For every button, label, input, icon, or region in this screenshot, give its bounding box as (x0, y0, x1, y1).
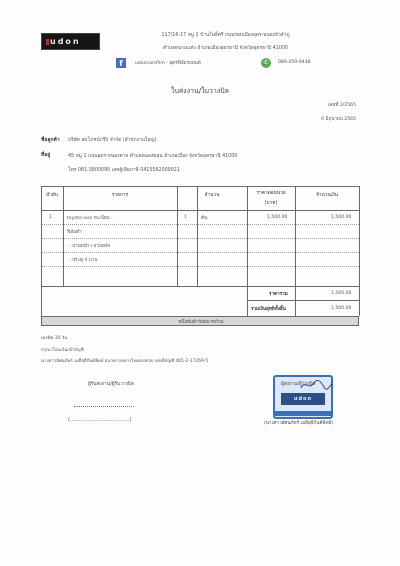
receiver-signature-line (74, 406, 134, 407)
items-table (41, 186, 359, 325)
row1-unit: คัน (201, 216, 208, 221)
receiver-signature-title: ผู้รับส่งงาน/ผู้รับวางบิล (88, 382, 134, 387)
bank-note: นางสาวอัศนภัทร์ เมธีสุธีกันต์พิทย์ ธนาคารทหารไทยธนชาต เลขที่บัญชี 465-2-17269-5 (41, 359, 209, 364)
amount-in-words: หนึ่งพันห้าร้อยบาทถ้วน (178, 320, 224, 325)
stamp-logo-text: udon (281, 393, 325, 405)
header-unit-price: ราคาต่อหน่วย (256, 191, 286, 196)
total-value: 1,500.00 (331, 306, 352, 311)
total-label: รวมเงินสุทธิทั้งสิ้น (251, 307, 286, 312)
row4-item: - ประตู 4 บาน (69, 258, 98, 263)
document-title: ใบส่งงาน/ใบวางบิล (171, 87, 229, 95)
company-address-line1: 117/16-17 หมู่ 2 บ้านโพธิ์ศรี ถนนรอบเมืองอุดร-หนองบัวลำภู (161, 33, 290, 38)
row1-no: 1 (49, 215, 52, 220)
credit-note: เครดิต 30 วัน (41, 336, 68, 341)
document-number: เลขที่ 2/2565 (327, 103, 356, 108)
company-address-line2: ตำบลหนามแท่ง อำเภอเมืองอุดรธานี จังหวัดอุดรธานี 41000 (163, 46, 288, 51)
header-no: ลำดับ (46, 193, 58, 198)
facebook-icon: f (116, 58, 126, 68)
amount-in-words-bar (41, 316, 359, 326)
phone-icon: ✆ (261, 58, 271, 68)
row1-amount: 1,500.00 (331, 215, 352, 220)
row2-item: ฟิล์มดำ (67, 230, 82, 235)
facebook-text: udoncarsfilm - อุดรฟิล์มรถยนต์ (135, 61, 201, 66)
transfer-note: กรุณาโอนเงินเข้าบัญชี (41, 348, 84, 353)
header-unit-price-sub: (บาท) (264, 201, 278, 206)
sender-name: (นางสาวอัศนภัทร์ เมธีสุธีกันต์พิทย์) (264, 421, 333, 426)
row1-unit-price: 1,500.00 (267, 215, 288, 220)
sender-signature-title: ผู้ส่งงาน/ผู้วางบิล (281, 382, 316, 387)
header-item: รายการ (111, 193, 129, 198)
logo-text: udon (50, 37, 81, 46)
phone-text: 086-459-9448 (278, 60, 311, 65)
customer-name-label: ชื่อลูกค้า (41, 137, 60, 143)
subtotal-value: 1,500.00 (331, 291, 352, 296)
customer-address-label: ที่อยู่ (41, 152, 51, 158)
row3-item: - บานหน้า+บานหลัง (69, 244, 111, 249)
company-logo (41, 33, 100, 50)
receiver-name-placeholder: (.......................................) (68, 418, 132, 423)
row1-item: toyota vios ทะเบียน - (67, 216, 113, 221)
stamp-band (273, 411, 333, 416)
row1-qty: 1 (184, 215, 187, 220)
subtotal-label: ราคารวม (269, 292, 288, 297)
customer-contact-value: โทร 081-3800090 เลขผู้เสียภาษี 0415562000021 (68, 168, 180, 173)
header-qty: จำนวน (204, 193, 220, 198)
logo-accent (46, 39, 49, 45)
customer-name-value: บริษัท สมโภชน์กรุ๊ป จำกัด (สำนักงานใหญ่) (68, 138, 157, 143)
header-amount: จำนวนเงิน (315, 193, 339, 198)
customer-address-value: 45 หมู่ 1 ถนนอุดร-หนองคาย ตำบลหนองขอน อำเภอเมือง จังหวัดอุดรธานี 41000 (68, 154, 238, 159)
document-date: 6 มิถุนายน 2565 (321, 117, 356, 122)
